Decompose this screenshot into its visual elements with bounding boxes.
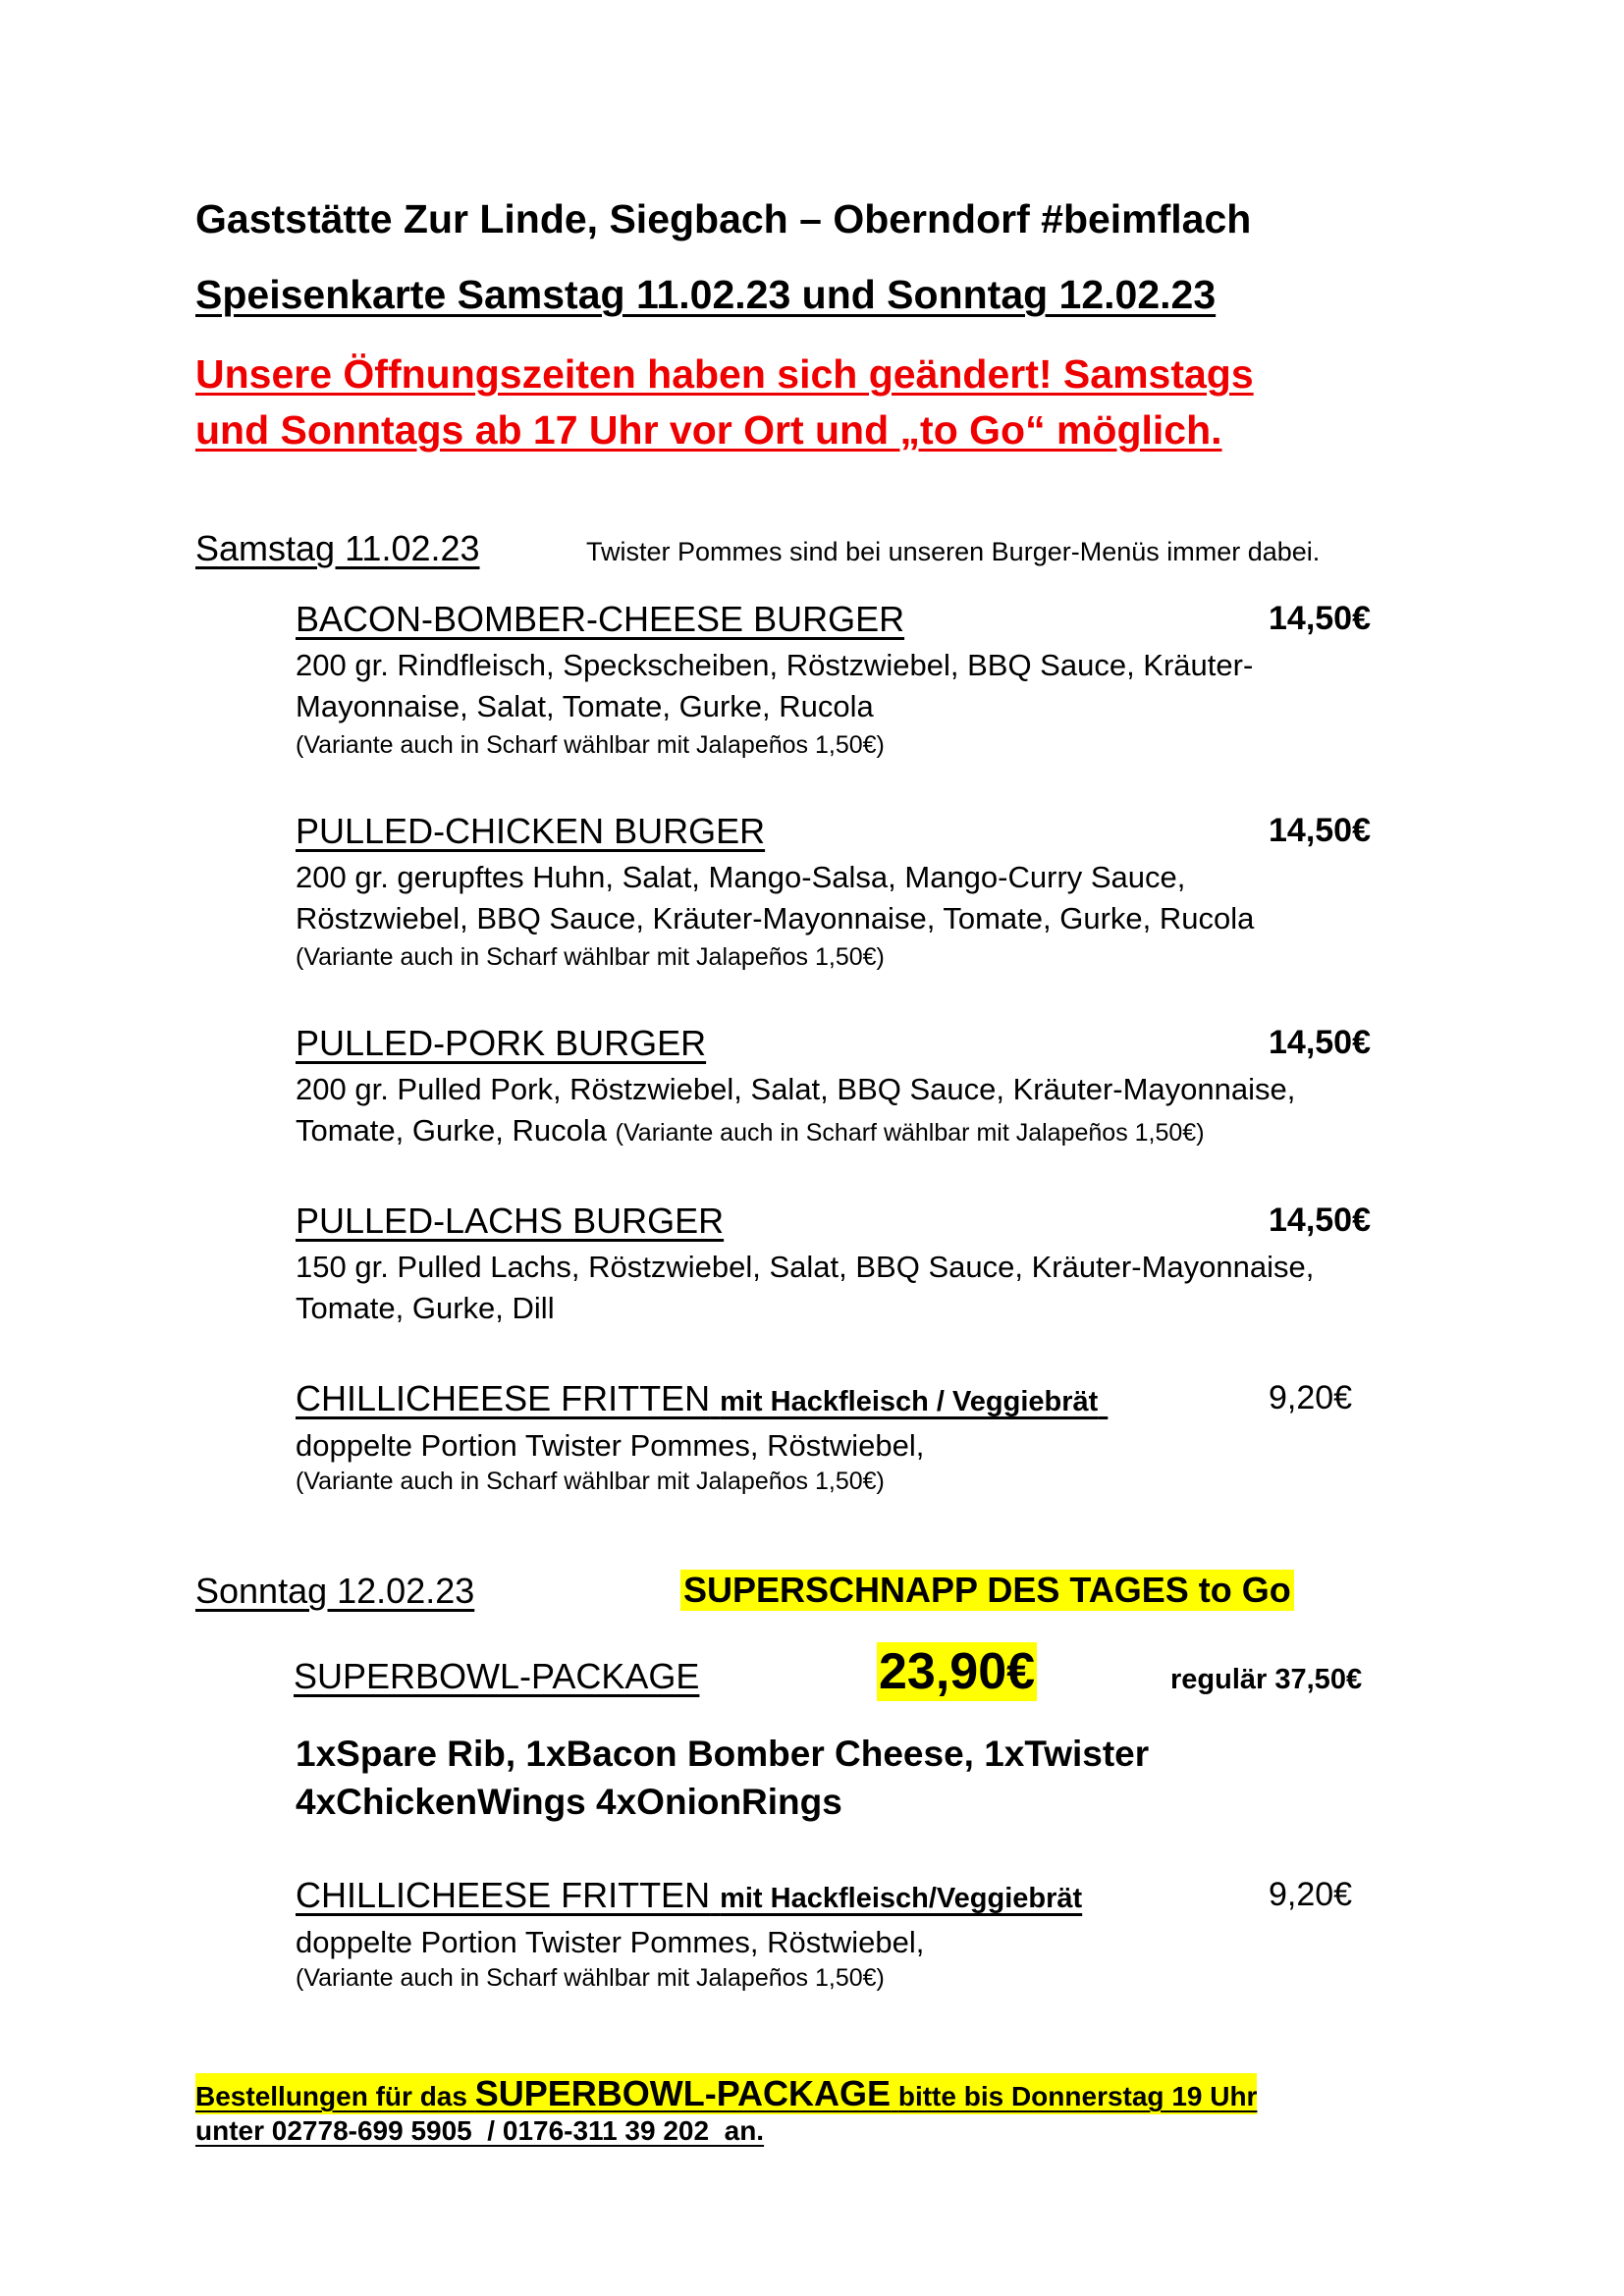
opening-hours-notice xyxy=(195,347,1254,458)
superbowl-contents xyxy=(296,1730,1149,1826)
item-name-pulled-chicken: PULLED-CHICKEN BURGER xyxy=(296,811,766,851)
superbowl-package-price: 23,90€ xyxy=(879,1643,1036,1700)
superbowl-contents-line-2: 4xChickenWings 4xOnionRings xyxy=(296,1782,842,1822)
item-name-chillicheese-sat xyxy=(296,1378,1108,1419)
order-phone-numbers: unter 02778-699 5905 / 0176-311 39 202 an. xyxy=(195,2115,765,2146)
item-name-bacon-bomber: BACON-BOMBER-CHEESE BURGER xyxy=(296,599,905,639)
restaurant-title: Gaststätte Zur Linde, Siegbach – Oberndorf #beimflach xyxy=(195,196,1252,241)
item-price-pulled-chicken: 14,50€ xyxy=(1269,812,1371,849)
order-suffix: bitte bis Donnerstag 19 Uhr xyxy=(897,2081,1258,2111)
item-desc-pulled-pork-tail: Tomate, Gurke, Rucola xyxy=(296,1113,608,1148)
item-desc-bacon-bomber: 200 gr. Rindfleisch, Speckscheiben, Röstzwiebel, BBQ Sauce, Kräuter-Mayonnaise, Salat, Tomate, Gurke, Rucola xyxy=(296,648,1254,723)
twister-note: Twister Pommes sind bei unseren Burger-Menüs immer dabei. xyxy=(586,537,1321,566)
item-price-pulled-pork: 14,50€ xyxy=(1269,1024,1371,1061)
item-desc-chillicheese-sat: doppelte Portion Twister Pommes, Röstwiebel, xyxy=(296,1428,925,1463)
item-price-chillicheese-sun: 9,20€ xyxy=(1269,1876,1353,1913)
notice-line-2: und Sonntags ab 17 Uhr vor Ort und „to Go“ möglich. xyxy=(195,407,1222,453)
item-variant-chillicheese-sun: (Variante auch in Scharf wählbar mit Jalapeños 1,50€) xyxy=(296,1964,885,1992)
daily-special-badge: SUPERSCHNAPP DES TAGES to Go xyxy=(680,1570,1294,1611)
order-package-name: SUPERBOWL-PACKAGE xyxy=(474,2073,892,2113)
superbowl-contents-line-1: 1xSpare Rib, 1xBacon Bomber Cheese, 1xTwister xyxy=(296,1734,1150,1774)
item-desc-pulled-pork: 200 gr. Pulled Pork, Röstzwiebel, Salat, BBQ Sauce, Kräuter-Mayonnaise, xyxy=(296,1072,1296,1106)
order-prefix: Bestellungen für das xyxy=(195,2081,467,2111)
item-name-pulled-lachs: PULLED-LACHS BURGER xyxy=(296,1201,725,1241)
menu-title: Speisenkarte Samstag 11.02.23 und Sonntag 12.02.23 xyxy=(195,272,1217,317)
item-name-chillicheese-sun xyxy=(296,1875,1082,1916)
saturday-heading: Samstag 11.02.23 xyxy=(195,528,480,568)
item-desc-pulled-pork-line2 xyxy=(296,1110,1205,1153)
chillicheese-sun-suffix: mit Hackfleisch/Veggiebrät xyxy=(720,1883,1083,1914)
item-variant-pulled-chicken: (Variante auch in Scharf wählbar mit Jalapeños 1,50€) xyxy=(296,943,885,971)
notice-line-1: Unsere Öffnungszeiten haben sich geändert! Samstags xyxy=(195,351,1254,397)
chillicheese-sun-label: CHILLICHEESE FRITTEN xyxy=(296,1875,711,1915)
item-desc-pulled-lachs: 150 gr. Pulled Lachs, Röstzwiebel, Salat, BBQ Sauce, Kräuter-Mayonnaise, Tomate, Gurke, Dill xyxy=(296,1250,1315,1325)
item-price-pulled-lachs: 14,50€ xyxy=(1269,1201,1371,1239)
chillicheese-sat-label: CHILLICHEESE FRITTEN xyxy=(296,1378,711,1418)
item-variant-pulled-pork: (Variante auch in Scharf wählbar mit Jalapeños 1,50€) xyxy=(615,1119,1205,1147)
item-variant-chillicheese-sat: (Variante auch in Scharf wählbar mit Jalapeños 1,50€) xyxy=(296,1468,885,1495)
item-price-bacon-bomber: 14,50€ xyxy=(1269,600,1371,637)
chillicheese-sat-suffix: mit Hackfleisch / Veggiebrät xyxy=(720,1386,1099,1417)
order-deadline-note xyxy=(195,2073,1257,2114)
item-variant-bacon-bomber: (Variante auch in Scharf wählbar mit Jalapeños 1,50€) xyxy=(296,731,885,759)
sunday-heading: Sonntag 12.02.23 xyxy=(195,1571,475,1611)
item-name-pulled-pork: PULLED-PORK BURGER xyxy=(296,1023,707,1063)
superbowl-regular-price: regulär 37,50€ xyxy=(1170,1664,1363,1695)
item-desc-pulled-chicken: 200 gr. gerupftes Huhn, Salat, Mango-Salsa, Mango-Curry Sauce, Röstzwiebel, BBQ Sauce, Kräuter-Mayonnaise, Tomate, Gurke, Rucola xyxy=(296,860,1255,935)
item-desc-chillicheese-sun: doppelte Portion Twister Pommes, Röstwiebel, xyxy=(296,1925,925,1959)
superbowl-package-title: SUPERBOWL-PACKAGE xyxy=(294,1656,700,1696)
item-price-chillicheese-sat: 9,20€ xyxy=(1269,1379,1353,1416)
